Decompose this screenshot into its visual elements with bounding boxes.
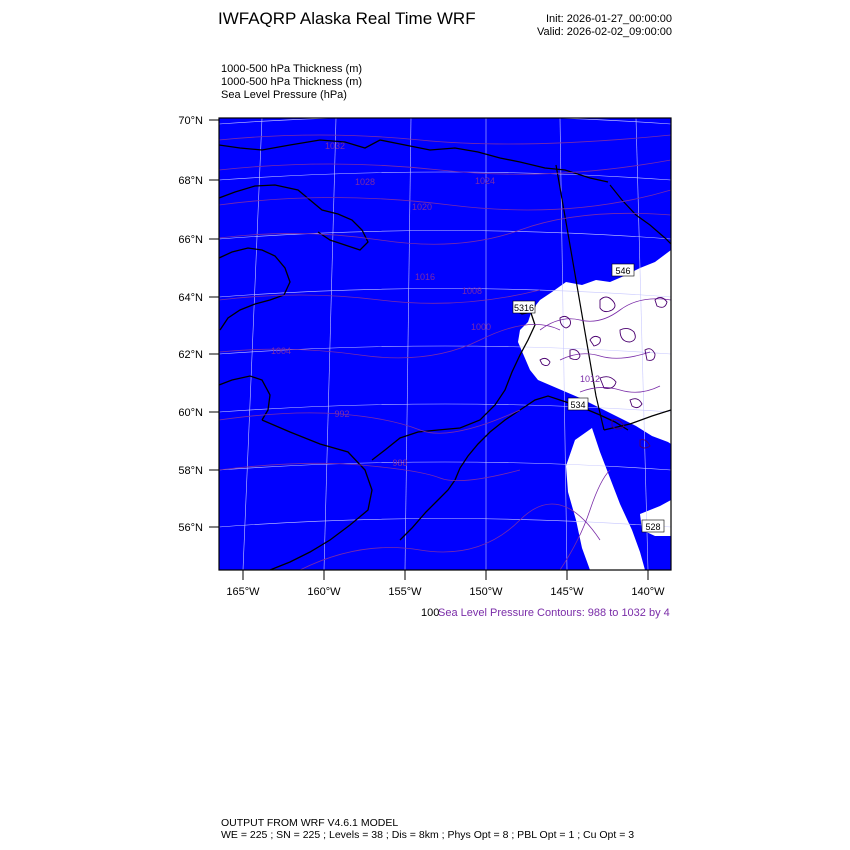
field-label-slp: Sea Level Pressure (hPa) [221,89,347,101]
lat-label-56: 56°N [178,522,203,534]
lon-axis [243,570,648,580]
model-output-line: OUTPUT FROM WRF V4.6.1 MODEL [221,817,399,829]
contour-label: 1032 [324,141,346,151]
contour-label: 1004 [270,346,292,356]
lat-labels [178,115,203,534]
contour-label: 1000 [470,322,492,332]
thickness-label: 546 [615,266,631,276]
field-label-thickness-2: 1000-500 hPa Thickness (m) [221,76,363,88]
lon-labels [226,586,665,598]
lat-label-66: 66°N [178,234,203,246]
lon-label-155: 155°W [388,586,422,598]
thickness-label: 528 [645,522,661,532]
valid-time: Valid: 2026-02-02_09:00:00 [537,26,672,38]
map-panel [219,116,671,570]
contour-label: 1012 [579,374,601,384]
lat-label-68: 68°N [178,175,203,187]
contour-label: 1016 [414,272,436,282]
lat-label-70: 70°N [178,115,203,127]
contour-label: 1028 [354,177,376,187]
lat-label-64: 64°N [178,292,203,304]
lon-label-160: 160°W [307,586,341,598]
slp-contour-info: Sea Level Pressure Contours: 988 to 1032 by 4 [438,607,670,619]
map-title: IWFAQRP Alaska Real Time WRF [218,9,476,28]
lon-label-150: 150°W [469,586,503,598]
contour-label: 1024 [474,176,496,186]
lat-label-58: 58°N [178,465,203,477]
lon-label-165: 165°W [226,586,260,598]
init-time: Init: 2026-01-27_00:00:00 [546,13,672,25]
contour-label: 1008 [461,286,483,296]
lat-label-60: 60°N [178,407,203,419]
contour-label: 988 [392,458,408,468]
thickness-label: 534 [570,400,586,410]
contour-interval-number: 100 [421,607,440,619]
lat-label-62: 62°N [178,349,203,361]
field-label-thickness-1: 1000-500 hPa Thickness (m) [221,63,363,75]
contour-label: 992 [334,409,350,419]
lat-axis [209,120,219,527]
thickness-label: 5316 [513,303,535,313]
lon-label-145: 145°W [550,586,584,598]
contour-label: 1020 [411,202,433,212]
model-params-line: WE = 225 ; SN = 225 ; Levels = 38 ; Dis = 8km ; Phys Opt = 8 ; PBL Opt = 1 ; Cu Opt = 3 [221,829,635,841]
lon-label-140: 140°W [631,586,665,598]
